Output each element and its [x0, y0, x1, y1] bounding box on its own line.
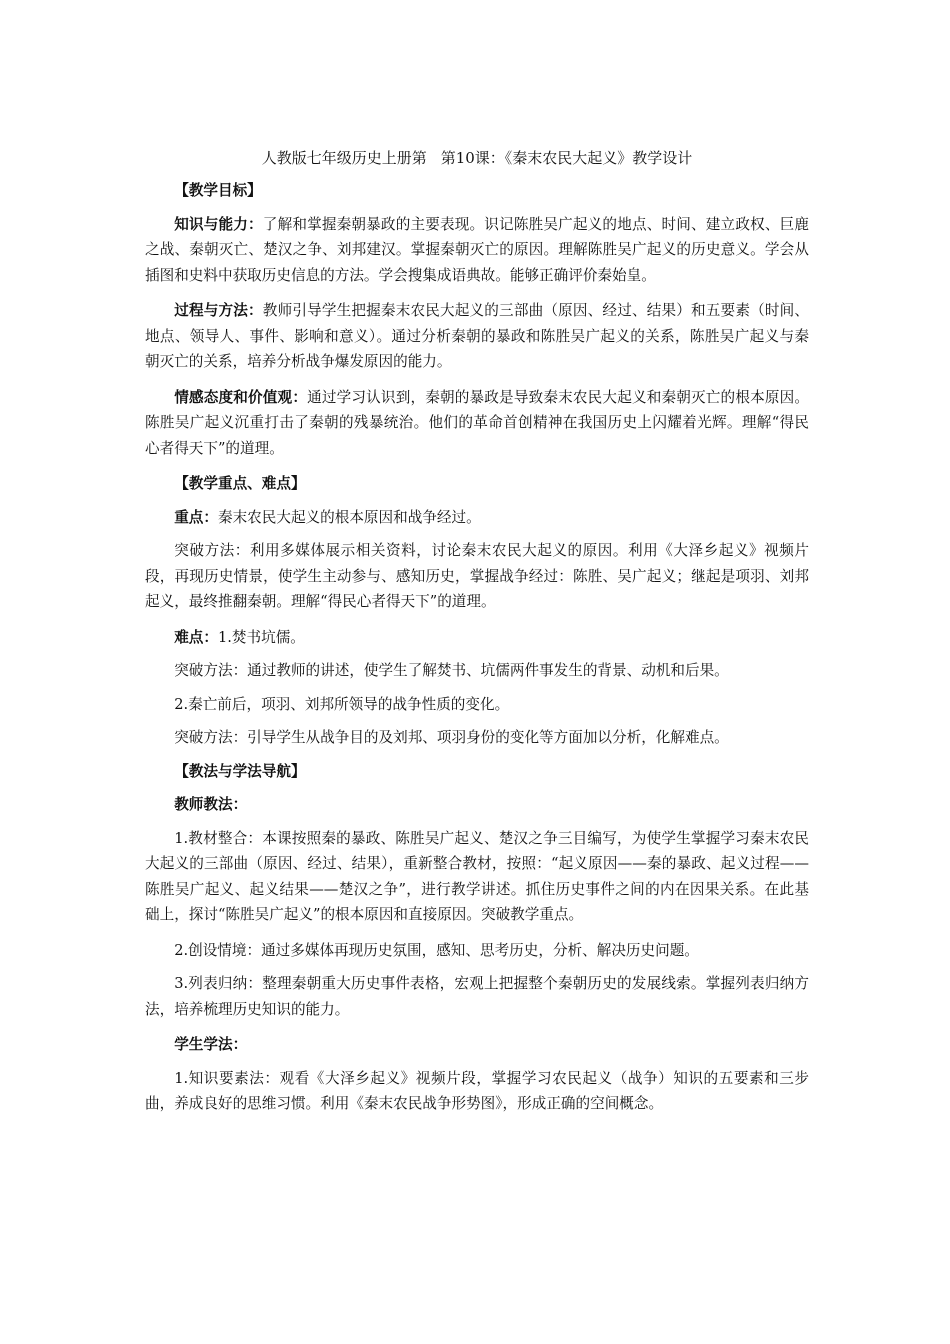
paragraph-teacher-1: 1.教材整合：本课按照秦的暴政、陈胜吴广起义、楚汉之争三目编写，为使学生掌握学习秦末农民大起义的三部曲（原因、经过、结果），重新整合教材，按照：“起义原因——秦的暴政、起义过程——陈胜吴广起义、起义结果——楚汉之争”，进行教学讲述。抓住历史事件之间的内在因果关系。在此基础上，探讨“陈胜吴广起义”的根本原因和直接原因。突破教学重点。 — [145, 829, 809, 923]
subheading-teacher-methods: 教师教法： — [174, 796, 248, 813]
section-heading-methods: 【教法与学法导航】 — [174, 762, 306, 780]
emotion-label: 情感态度和价值观： — [174, 388, 308, 406]
section-heading-objectives: 【教学目标】 — [174, 182, 262, 199]
paragraph-teacher-3: 3.列表归纳：整理秦朝重大历史事件表格，宏观上把握整个秦朝历史的发展线索。掌握列表归纳方法，培养梳理历史知识的能力。 — [145, 975, 809, 1018]
paragraph-process — [145, 298, 809, 375]
section-heading-key-points: 【教学重点、难点】 — [174, 475, 306, 492]
paragraph-emotion — [145, 385, 809, 462]
paragraph-teacher-2: 2.创设情境：通过多媒体再现历史氛围，感知、思考历史，分析、解决历史问题。 — [174, 941, 699, 959]
knowledge-text: 了解和掌握秦朝暴政的主要表现。识记陈胜吴广起义的地点、时间、建立政权、巨鹿之战、秦朝灭亡、楚汉之争、刘邦建汉。掌握秦朝灭亡的原因。理解陈胜吴广起义的历史意义。学会从插图和史料中获取历史信息的方法。学会搜集成语典故。能够正确评价秦始皇。 — [145, 215, 809, 284]
process-label: 过程与方法： — [174, 302, 263, 319]
process-text: 教师引导学生把握秦末农民大起义的三部曲（原因、经过、结果）和五要素（时间、地点、领导人、事件、影响和意义）。通过分析秦朝的暴政和陈胜吴广起义的关系，陈胜吴广起义与秦朝灭亡的关系，培养分析战争爆发原因的能力。 — [145, 302, 809, 370]
emotion-text: 通过学习认识到，秦朝的暴政是导致秦末农民大起义和秦朝灭亡的根本原因。陈胜吴广起义沉重打击了秦朝的残暴统治。他们的革命首创精神在我国历史上闪耀着光辉。理解“得民心者得天下”的道理。 — [145, 388, 809, 457]
key-label: 重点： — [174, 508, 218, 526]
knowledge-label: 知识与能力： — [174, 215, 263, 233]
title-part-2: 第10课：《秦末农民大起义》教学设计 — [440, 149, 693, 167]
key-text: 秦末农民大起义的根本原因和战争经过。 — [217, 508, 481, 526]
paragraph-student-1: 1.知识要素法：观看《大泽乡起义》视频片段，掌握学习农民起义（战争）知识的五要素和三步曲，养成良好的思维习惯。利用《秦末农民战争形势图》，形成正确的空间概念。 — [145, 1069, 809, 1112]
paragraph-difficulty — [145, 625, 809, 651]
difficulty-1-text: 1.焚书坑儒。 — [217, 628, 305, 646]
document-page — [145, 146, 809, 1125]
paragraph-key-method: 突破方法：利用多媒体展示相关资料，讨论秦末农民大起义的原因。利用《大泽乡起义》视频片段，再现历史情景，使学生主动参与、感知历史，掌握战争经过：陈胜、吴广起义；继起是项羽、刘邦起义，最终推翻秦朝。理解“得民心者得天下”的道理。 — [145, 542, 809, 610]
paragraph-key — [145, 505, 809, 531]
paragraph-difficulty-2: 2.秦亡前后，项羽、刘邦所领导的战争性质的变化。 — [174, 695, 510, 713]
difficulty-label: 难点： — [174, 628, 218, 646]
document-title — [145, 146, 809, 170]
subheading-student-methods: 学生学法： — [174, 1036, 248, 1053]
paragraph-difficulty-1-method: 突破方法：通过教师的讲述，使学生了解焚书、坑儒两件事发生的背景、动机和后果。 — [174, 662, 729, 679]
paragraph-knowledge — [145, 212, 809, 289]
paragraph-difficulty-2-method: 突破方法：引导学生从战争目的及刘邦、项羽身份的变化等方面加以分析，化解难点。 — [174, 729, 729, 746]
title-part-1: 人教版七年级历史上册第 — [261, 149, 427, 167]
